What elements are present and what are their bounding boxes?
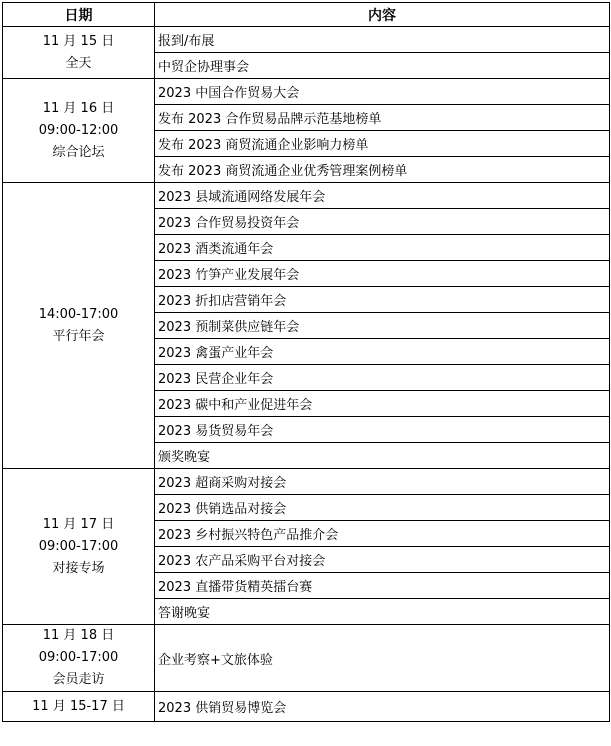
content-cell: 2023 碳中和产业促进年会: [155, 391, 610, 417]
date-cell: [3, 27, 155, 79]
table-row: [3, 183, 610, 209]
table-row: [3, 469, 610, 495]
date-line: 11 月 15-17 日: [32, 698, 125, 714]
content-cell: 2023 农产品采购平台对接会: [155, 547, 610, 573]
content-cell: 2023 易货贸易年会: [155, 417, 610, 443]
content-cell: 2023 中国合作贸易大会: [155, 79, 610, 105]
date-line: 11 月 15 日: [42, 33, 115, 49]
content-cell: 中贸企协理事会: [155, 53, 610, 79]
date-line: 11 月 16 日: [42, 100, 115, 116]
content-cell: 企业考察+文旅体验: [155, 625, 610, 692]
content-cell: 2023 供销贸易博览会: [155, 692, 610, 722]
table-row: [3, 79, 610, 105]
date-line: 11 月 17 日: [42, 516, 115, 532]
content-cell: 发布 2023 合作贸易品牌示范基地榜单: [155, 105, 610, 131]
date-line: 对接专场: [52, 560, 105, 576]
date-line: 14:00-17:00: [38, 306, 119, 322]
content-cell: 2023 县域流通网络发展年会: [155, 183, 610, 209]
date-cell: [3, 469, 155, 625]
content-cell: 2023 酒类流通年会: [155, 235, 610, 261]
content-cell: 2023 供销选品对接会: [155, 495, 610, 521]
header-row: [3, 3, 610, 27]
header-date: 日期: [3, 3, 155, 27]
schedule-table: [2, 2, 610, 722]
content-cell: 报到/布展: [155, 27, 610, 53]
content-cell: 2023 直播带货精英擂台赛: [155, 573, 610, 599]
table-row: [3, 27, 610, 53]
content-cell: 颁奖晚宴: [155, 443, 610, 469]
date-line: 综合论坛: [52, 144, 105, 160]
content-cell: 发布 2023 商贸流通企业影响力榜单: [155, 131, 610, 157]
date-line: 09:00-17:00: [38, 538, 119, 554]
date-line: 09:00-12:00: [38, 122, 119, 138]
content-cell: 2023 折扣店营销年会: [155, 287, 610, 313]
date-line: 09:00-17:00: [38, 650, 119, 665]
date-cell: [3, 625, 155, 692]
content-cell: 2023 合作贸易投资年会: [155, 209, 610, 235]
date-cell: [3, 79, 155, 183]
content-cell: 2023 超商采购对接会: [155, 469, 610, 495]
content-cell: 2023 禽蛋产业年会: [155, 339, 610, 365]
date-line: 11 月 18 日: [42, 628, 115, 643]
table-row: [3, 692, 610, 722]
date-cell: [3, 692, 155, 722]
date-cell: [3, 183, 155, 469]
content-cell: 2023 预制菜供应链年会: [155, 313, 610, 339]
date-line: 会员走访: [52, 672, 105, 687]
table-row: [3, 625, 610, 692]
date-line: 全天: [65, 55, 92, 71]
header-content: 内容: [155, 3, 610, 27]
content-cell: 答谢晚宴: [155, 599, 610, 625]
content-cell: 2023 竹笋产业发展年会: [155, 261, 610, 287]
content-cell: 2023 乡村振兴特色产品推介会: [155, 521, 610, 547]
content-cell: 2023 民营企业年会: [155, 365, 610, 391]
content-cell: 发布 2023 商贸流通企业优秀管理案例榜单: [155, 157, 610, 183]
date-line: 平行年会: [52, 328, 105, 344]
